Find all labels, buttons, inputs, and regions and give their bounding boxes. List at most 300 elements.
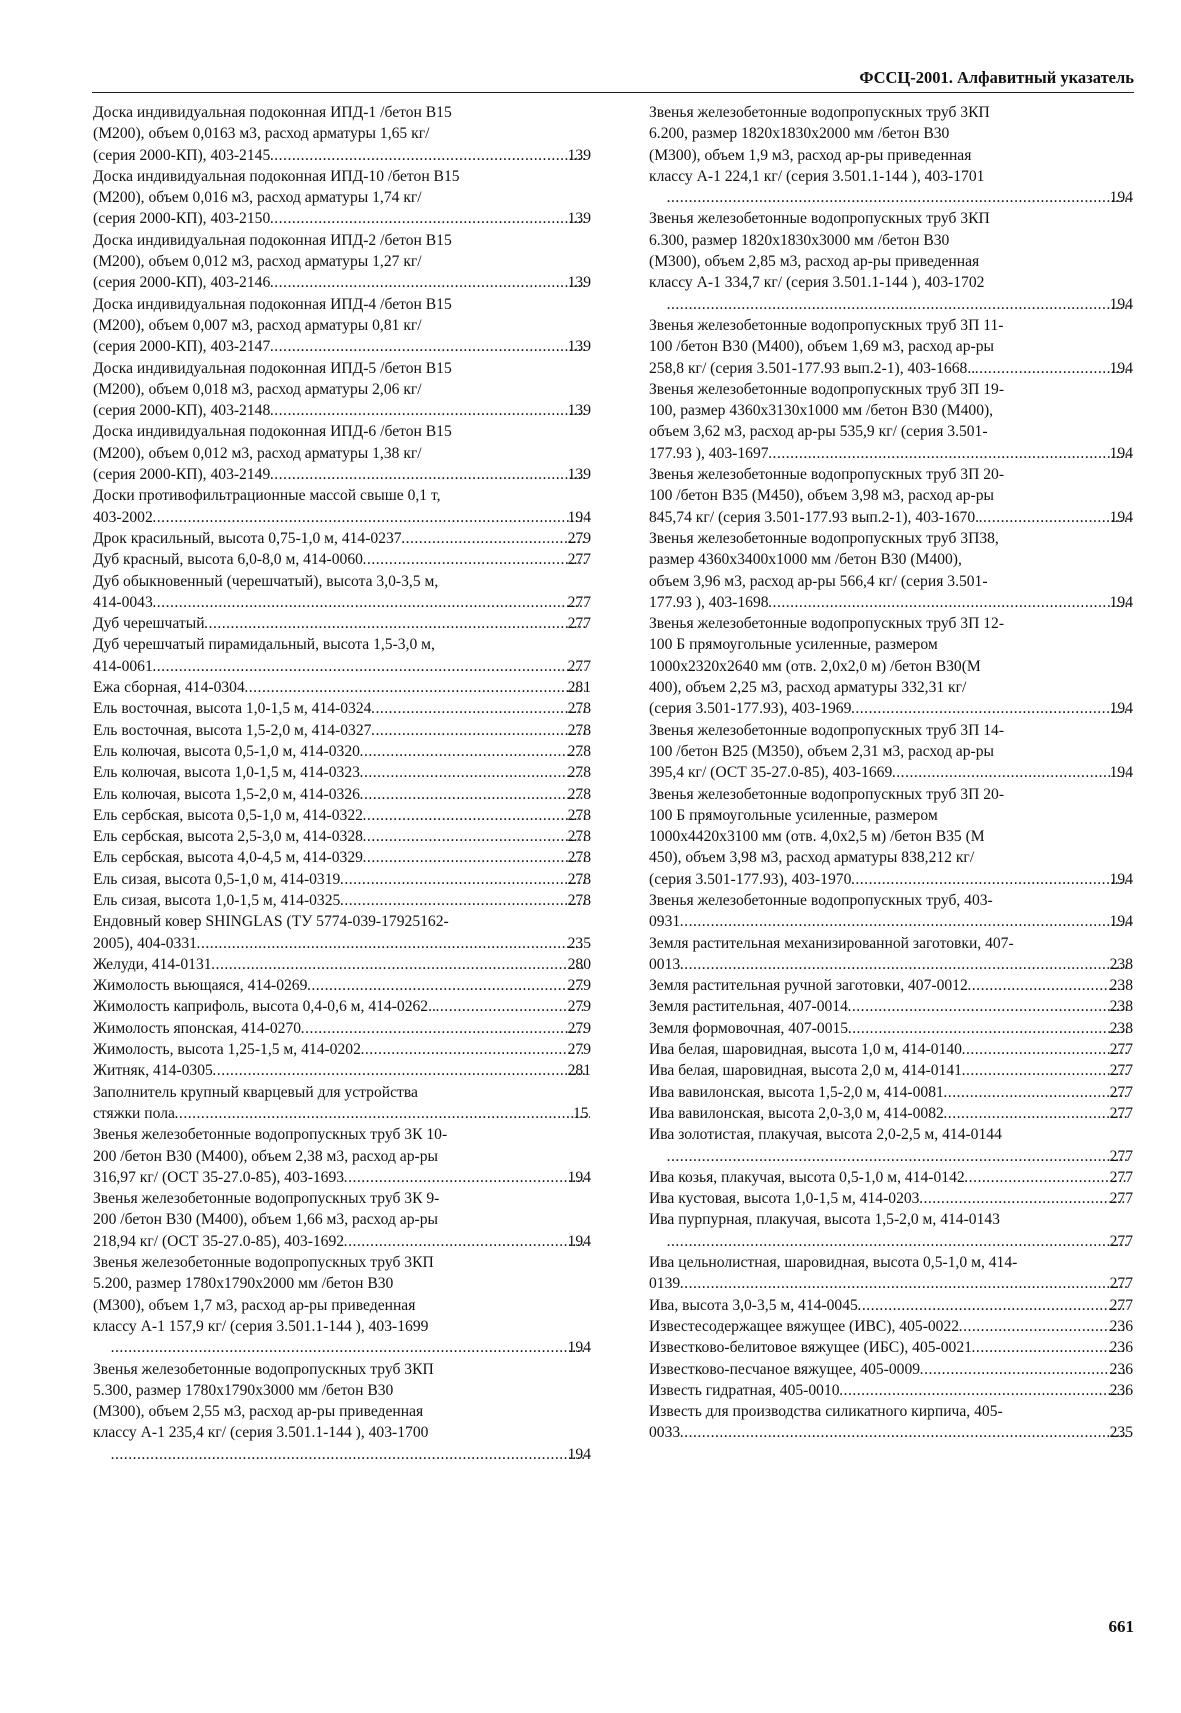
entry-tail-text: Жимолость японская, 414-0270: [93, 1019, 302, 1037]
index-entry: [93, 975, 591, 996]
dot-leaders: [667, 1231, 1127, 1252]
index-entry: [649, 1060, 1133, 1081]
dot-leaders: [919, 1188, 1126, 1209]
entry-tail-text: 316,97 кг/ (ОСТ 35-27.0-85), 403-1693: [93, 1168, 345, 1186]
entry-leader-line: [111, 1444, 591, 1465]
entry-leader-line: [649, 1359, 1133, 1380]
entry-page-ref: 279: [567, 1041, 591, 1059]
entry-leader-line: [649, 869, 1133, 890]
entry-text-line: 200 /бетон В30 (М400), объем 1,66 м3, расход ар-ры: [93, 1211, 438, 1229]
index-entry: [649, 1103, 1133, 1124]
entry-leader-line: [93, 869, 591, 890]
entry-page-ref: 236: [1109, 1317, 1133, 1335]
entry-tail-text: Ива козья, плакучая, высота 0,5-1,0 м, 414-0142: [649, 1168, 965, 1186]
entry-text-line: Ива золотистая, плакучая, высота 2,0-2,5 м, 414-0144: [649, 1126, 1002, 1144]
entry-page-ref: 278: [567, 849, 591, 867]
dot-leaders: [858, 1295, 1127, 1316]
entry-leader-line: [111, 1337, 591, 1358]
entry-page-ref: 194: [1109, 913, 1133, 931]
entry-page-ref: 139: [567, 146, 591, 164]
index-entry: [649, 1252, 1133, 1295]
entry-leader-line: [93, 656, 591, 677]
entry-text-line: классу А-1 157,9 кг/ (серия 3.501.1-144 ), 403-1699: [93, 1317, 429, 1335]
dot-leaders: [848, 996, 1127, 1017]
entry-tail-text: (серия 2000-КП), 403-2147: [93, 338, 271, 356]
entry-text-line: 6.200, размер 1820х1830х2000 мм /бетон В30: [649, 125, 950, 143]
entry-text-line: Звенья железобетонные водопропускных труб 3К 9-: [93, 1190, 440, 1208]
index-entry: [649, 1316, 1133, 1337]
entry-page-ref: 277: [1109, 1232, 1133, 1250]
dot-leaders: [307, 975, 584, 996]
entry-tail-text: Желуди, 414-0131: [93, 955, 212, 973]
entry-page-ref: 236: [1109, 1339, 1133, 1357]
index-entry: [93, 634, 591, 677]
entry-tail-text: (серия 2000-КП), 403-2149: [93, 466, 271, 484]
dot-leaders: [111, 1337, 585, 1358]
entry-tail-text: Земля растительная, 407-0014: [649, 998, 848, 1016]
entry-page-ref: 194: [567, 1445, 591, 1463]
entry-page-ref: 194: [567, 1339, 591, 1357]
entry-text-line: Звенья железобетонные водопропускных труб 3К 10-: [93, 1126, 448, 1144]
entry-leader-line: [93, 1167, 591, 1188]
entry-leader-line: [649, 1295, 1133, 1316]
entry-text-line: Дуб черешчатый пирамидальный, высота 1,5-3,0 м,: [93, 636, 435, 654]
entry-tail-text: Дуб красный, высота 6,0-8,0 м, 414-0060: [93, 551, 363, 569]
entry-tail-text: (серия 2000-КП), 403-2150: [93, 210, 271, 228]
entry-page-ref: 277: [1109, 1062, 1133, 1080]
dot-leaders: [301, 1018, 585, 1039]
entry-tail-text: Ель сизая, высота 0,5-1,0 м, 414-0319: [93, 870, 341, 888]
entry-text-line: 200 /бетон В30 (М400), объем 2,38 м3, расход ар-ры: [93, 1147, 438, 1165]
entry-text-line: (М200), объем 0,007 м3, расход арматуры 0,81 кг/: [93, 316, 422, 334]
entry-page-ref: 277: [1109, 1275, 1133, 1293]
entry-text-line: Ендовный ковер SHINGLAS (ТУ 5774-039-17925162-: [93, 913, 449, 931]
dot-leaders: [153, 507, 585, 528]
index-entry: [649, 1209, 1133, 1252]
entry-text-line: Заполнитель крупный кварцевый для устройства: [93, 1083, 418, 1101]
entry-leader-line: [667, 294, 1133, 315]
entry-text-line: классу А-1 235,4 кг/ (серия 3.501.1-144 ), 403-1700: [93, 1424, 429, 1442]
index-entry: [649, 1124, 1133, 1167]
dot-leaders: [436, 996, 585, 1017]
dot-leaders: [344, 1231, 585, 1252]
entry-page-ref: 139: [567, 338, 591, 356]
entry-tail-text: Ель колючая, высота 0,5-1,0 м, 414-0320: [93, 742, 360, 760]
entry-leader-line: [649, 1422, 1133, 1443]
index-entry: [649, 1167, 1133, 1188]
entry-page-ref: 279: [567, 998, 591, 1016]
entry-text-line: 100, размер 4360х3130х1000 мм /бетон В30 (М400),: [649, 402, 994, 420]
entry-tail-text: 414-0061: [93, 657, 153, 675]
entry-page-ref: 194: [567, 508, 591, 526]
entry-leader-line: [93, 762, 591, 783]
entry-tail-text: (серия 2000-КП), 403-2145: [93, 146, 271, 164]
dot-leaders: [680, 1422, 1126, 1443]
dot-leaders: [968, 975, 1127, 996]
index-entry: [93, 911, 591, 954]
entry-leader-line: [93, 1231, 591, 1252]
index-entry: [93, 762, 591, 783]
entry-tail-text: Жимолость, высота 1,25-1,5 м, 414-0202: [93, 1041, 361, 1059]
index-entry: [93, 613, 591, 634]
entry-page-ref: 194: [1109, 295, 1133, 313]
index-entry: [93, 571, 591, 614]
dot-leaders: [667, 187, 1127, 208]
entry-tail-text: Ива белая, шаровидная, высота 1,0 м, 414-0140: [649, 1041, 962, 1059]
entry-page-ref: 235: [567, 934, 591, 952]
dot-leaders: [371, 698, 584, 719]
dot-leaders: [965, 1167, 1127, 1188]
entry-text-line: Доска индивидуальная подоконная ИПД-4 /бетон В15: [93, 295, 452, 313]
entry-text-line: 450), объем 3,98 м3, расход арматуры 838,212 кг/: [649, 849, 975, 867]
entry-leader-line: [93, 507, 591, 528]
entry-tail-text: Дуб черешчатый: [93, 615, 205, 633]
entry-tail-text: Ель сербская, высота 4,0-4,5 м, 414-0329: [93, 849, 363, 867]
entry-tail-text: Ель сизая, высота 1,0-1,5 м, 414-0325: [93, 891, 341, 909]
entry-page-ref: 278: [567, 806, 591, 824]
dot-leaders: [848, 1018, 1127, 1039]
entry-tail-text: Ель сербская, высота 0,5-1,0 м, 414-0322: [93, 806, 363, 824]
entry-leader-line: [93, 145, 591, 166]
entry-text-line: классу А-1 334,7 кг/ (серия 3.501.1-144 ), 403-1702: [649, 274, 985, 292]
entry-leader-line: [649, 996, 1133, 1017]
entry-text-line: (М200), объем 0,016 м3, расход арматуры 1,74 кг/: [93, 189, 422, 207]
entry-page-ref: 194: [1109, 764, 1133, 782]
dot-leaders: [840, 1380, 1127, 1401]
index-entry: [93, 847, 591, 868]
entry-tail-text: 177.93 ), 403-1698: [649, 593, 769, 611]
index-entry: [93, 826, 591, 847]
entry-text-line: (М300), объем 1,9 м3, расход ар-ры приведенная: [649, 146, 972, 164]
index-entry: [93, 528, 591, 549]
entry-tail-text: 0931: [649, 913, 681, 931]
dot-leaders: [975, 358, 1126, 379]
entry-text-line: объем 3,96 м3, расход ар-ры 566,4 кг/ (серия 3.501-: [649, 572, 988, 590]
entry-page-ref: 278: [567, 828, 591, 846]
index-entry: [649, 784, 1133, 890]
entry-tail-text: Земля формовочная, 407-0015: [649, 1019, 849, 1037]
index-entry: [93, 1039, 591, 1060]
index-entry: [649, 1337, 1133, 1358]
entry-text-line: 100 Б прямоугольные усиленные, размером: [649, 636, 938, 654]
entry-leader-line: [649, 507, 1133, 528]
index-entry: [649, 464, 1133, 528]
entry-leader-line: [649, 443, 1133, 464]
entry-text-line: Доска индивидуальная подоконная ИПД-6 /бетон В15: [93, 423, 452, 441]
dot-leaders: [851, 869, 1126, 890]
dot-leaders: [360, 784, 585, 805]
index-entry: [93, 294, 591, 358]
entry-page-ref: 277: [1109, 1296, 1133, 1314]
entry-text-line: Звенья железобетонные водопропускных труб 3П 11-: [649, 316, 1004, 334]
entry-text-line: объем 3,62 м3, расход ар-ры 535,9 кг/ (серия 3.501-: [649, 423, 988, 441]
dot-leaders: [340, 869, 584, 890]
entry-tail-text: (серия 2000-КП), 403-2146: [93, 274, 271, 292]
entry-tail-text: Житняк, 414-0305: [93, 1062, 213, 1080]
index-entry: [93, 1060, 591, 1081]
dot-leaders: [944, 1103, 1127, 1124]
entry-text-line: Известь для производства силикатного кирпича, 405-: [649, 1403, 1003, 1421]
entry-page-ref: 277: [1109, 1083, 1133, 1101]
index-entry: [649, 528, 1133, 613]
dot-leaders: [245, 677, 585, 698]
entry-text-line: Звенья железобетонные водопропускных труб 3КП: [649, 210, 990, 228]
dot-leaders: [962, 1039, 1127, 1060]
index-entry: [93, 1252, 591, 1358]
entry-tail-text: Ива, высота 3,0-3,5 м, 414-0045: [649, 1296, 858, 1314]
entry-tail-text: Жимолость каприфоль, высота 0,4-0,6 м, 414-0262..: [93, 998, 436, 1016]
dot-leaders: [270, 208, 584, 229]
entry-leader-line: [93, 996, 591, 1017]
entry-text-line: Звенья железобетонные водопропускных труб 3П 20-: [649, 466, 1005, 484]
dot-leaders: [360, 741, 585, 762]
entry-page-ref: 139: [567, 402, 591, 420]
entry-leader-line: [93, 677, 591, 698]
dot-leaders: [363, 805, 585, 826]
index-entry: [93, 1124, 591, 1188]
entry-page-ref: 139: [567, 466, 591, 484]
entry-leader-line: [649, 698, 1133, 719]
entry-page-ref: 281: [567, 1062, 591, 1080]
entry-text-line: Звенья железобетонные водопропускных труб 3П 20-: [649, 785, 1005, 803]
entry-text-line: Доска индивидуальная подоконная ИПД-1 /бетон В15: [93, 104, 452, 121]
entry-leader-line: [93, 698, 591, 719]
entry-text-line: (М200), объем 0,012 м3, расход арматуры 1,27 кг/: [93, 253, 422, 271]
entry-leader-line: [93, 1060, 591, 1081]
right-column: [649, 102, 1133, 1444]
entry-page-ref: 278: [567, 742, 591, 760]
entry-leader-line: [649, 1039, 1133, 1060]
dot-leaders: [197, 933, 585, 954]
entry-tail-text: Ива белая, шаровидная, высота 2,0 м, 414-0141: [649, 1062, 962, 1080]
dot-leaders: [962, 1060, 1127, 1081]
entry-page-ref: 194: [1109, 508, 1133, 526]
index-entry: [93, 698, 591, 719]
index-entry: [649, 1188, 1133, 1209]
index-entry: [93, 890, 591, 911]
entry-page-ref: 194: [567, 1168, 591, 1186]
entry-text-line: 100 /бетон В30 (М400), объем 1,69 м3, расход ар-ры: [649, 338, 994, 356]
entry-tail-text: 218,94 кг/ (ОСТ 35-27.0-85), 403-1692: [93, 1232, 345, 1250]
entry-text-line: 6.300, размер 1820х1830х3000 мм /бетон В30: [649, 231, 950, 249]
entry-text-line: Звенья железобетонные водопропускных труб 3КП: [93, 1254, 434, 1272]
entry-page-ref: 277: [1109, 1104, 1133, 1122]
entry-tail-text: (серия 2000-КП), 403-2148: [93, 402, 271, 420]
entry-page-ref: 139: [567, 210, 591, 228]
entry-page-ref: 277: [567, 657, 591, 675]
entry-tail-text: Известь гидратная, 405-0010: [649, 1381, 840, 1399]
entry-page-ref: 277: [1109, 1041, 1133, 1059]
entry-leader-line: [93, 1018, 591, 1039]
entry-leader-line: [93, 805, 591, 826]
entry-text-line: 1000х4420х3100 мм (отв. 4,0х2,5 м) /бетон В35 (М: [649, 828, 985, 846]
entry-text-line: Ива цельнолистная, шаровидная, высота 0,5-1,0 м, 414-: [649, 1254, 1018, 1272]
index-entry: [649, 1359, 1133, 1380]
entry-leader-line: [93, 208, 591, 229]
entry-leader-line: [93, 272, 591, 293]
entry-page-ref: 235: [1109, 1424, 1133, 1442]
entry-page-ref: 278: [567, 764, 591, 782]
dot-leaders: [371, 720, 584, 741]
entry-page-ref: 194: [1109, 870, 1133, 888]
entry-page-ref: 279: [567, 529, 591, 547]
entry-page-ref: 277: [567, 615, 591, 633]
index-entry: [649, 613, 1133, 719]
entry-page-ref: 194: [567, 1232, 591, 1250]
entry-tail-text: 845,74 кг/ (серия 3.501-177.93 вып.2-1), 403-1670.: [649, 508, 980, 526]
entry-tail-text: Ежа сборная, 414-0304: [93, 679, 245, 697]
entry-text-line: (М300), объем 1,7 м3, расход ар-ры приведенная: [93, 1296, 416, 1314]
entry-leader-line: [93, 741, 591, 762]
entry-leader-line: [649, 954, 1133, 975]
dot-leaders: [270, 145, 584, 166]
entry-tail-text: Дрок красильный, высота 0,75-1,0 м, 414-0237: [93, 529, 402, 547]
entry-text-line: (М200), объем 0,0163 м3, расход арматуры 1,65 кг/: [93, 125, 430, 143]
entry-text-line: Звенья железобетонные водопропускных труб 3КП: [93, 1360, 434, 1378]
dot-leaders: [363, 847, 585, 868]
dot-leaders: [153, 656, 585, 677]
dot-leaders: [344, 1167, 585, 1188]
entry-leader-line: [93, 464, 591, 485]
entry-text-line: Звенья железобетонные водопропускных труб 3П 14-: [649, 721, 1005, 739]
dot-leaders: [212, 954, 585, 975]
index-entry: [649, 315, 1133, 379]
entry-page-ref: 277: [1109, 1190, 1133, 1208]
entry-leader-line: [93, 549, 591, 570]
entry-leader-line: [93, 400, 591, 421]
dot-leaders: [270, 464, 584, 485]
entry-leader-line: [649, 1337, 1133, 1358]
entry-text-line: 400), объем 2,25 м3, расход арматуры 332,31 кг/: [649, 679, 967, 697]
dot-leaders: [363, 549, 585, 570]
dot-leaders: [769, 443, 1127, 464]
entry-text-line: Доска индивидуальная подоконная ИПД-10 /бетон В15: [93, 167, 460, 185]
entry-text-line: размер 4360х3400х1000 мм /бетон В30 (М400),: [649, 551, 962, 569]
entry-leader-line: [649, 762, 1133, 783]
index-entry: [649, 1039, 1133, 1060]
dot-leaders: [851, 698, 1126, 719]
entry-tail-text: 258,8 кг/ (серия 3.501-177.93 вып.2-1), 403-1668..: [649, 359, 976, 377]
index-entry: [649, 975, 1133, 996]
entry-page-ref: 277: [1109, 1168, 1133, 1186]
entry-leader-line: [649, 1167, 1133, 1188]
entry-tail-text: Ель колючая, высота 1,0-1,5 м, 414-0323: [93, 764, 360, 782]
entry-leader-line: [93, 336, 591, 357]
index-entry: [93, 954, 591, 975]
index-entry: [93, 1018, 591, 1039]
index-entry: [93, 358, 591, 422]
index-entry: [93, 166, 591, 230]
entry-text-line: Дуб обыкновенный (черешчатый), высота 3,0-3,5 м,: [93, 572, 439, 590]
entry-page-ref: 238: [1109, 1019, 1133, 1037]
entry-text-line: 100 /бетон В25 (М350), объем 2,31 м3, расход ар-ры: [649, 742, 994, 760]
page-header: [92, 68, 1134, 93]
dot-leaders: [153, 592, 585, 613]
entry-tail-text: Ель восточная, высота 1,0-1,5 м, 414-0324: [93, 700, 372, 718]
entry-text-line: (М300), объем 2,85 м3, расход ар-ры приведенная: [649, 253, 980, 271]
entry-leader-line: [649, 975, 1133, 996]
entry-text-line: Доски противофильтрационные массой свыше 0,1 т,: [93, 487, 441, 505]
entry-page-ref: 278: [567, 891, 591, 909]
entry-leader-line: [649, 1188, 1133, 1209]
entry-tail-text: (серия 3.501-177.93), 403-1970: [649, 870, 852, 888]
entry-text-line: Доска индивидуальная подоконная ИПД-5 /бетон В15: [93, 359, 452, 377]
entry-leader-line: [649, 1103, 1133, 1124]
entry-leader-line: [93, 613, 591, 634]
entry-text-line: 100 /бетон В35 (М450), объем 3,98 м3, расход ар-ры: [649, 487, 994, 505]
entry-leader-line: [649, 1060, 1133, 1081]
entry-leader-line: [93, 528, 591, 549]
entry-tail-text: 0013: [649, 955, 681, 973]
entry-text-line: (М300), объем 2,55 м3, расход ар-ры приведенная: [93, 1403, 424, 1421]
index-entry: [93, 1082, 591, 1125]
page-number: 661: [1108, 1617, 1134, 1636]
entry-leader-line: [93, 720, 591, 741]
index-entry: [649, 1018, 1133, 1039]
entry-page-ref: 278: [567, 721, 591, 739]
entry-leader-line: [93, 847, 591, 868]
entry-page-ref: 238: [1109, 955, 1133, 973]
dot-leaders: [360, 762, 585, 783]
entry-page-ref: 277: [567, 593, 591, 611]
entry-page-ref: 279: [567, 977, 591, 995]
entry-text-line: Звенья железобетонные водопропускных труб 3П 12-: [649, 615, 1005, 633]
index-entry: [93, 741, 591, 762]
entry-tail-text: стяжки пола: [93, 1104, 175, 1122]
index-entry: [93, 720, 591, 741]
dot-leaders: [769, 592, 1127, 613]
index-entry: [93, 677, 591, 698]
dot-leaders: [340, 890, 584, 911]
entry-text-line: Ива пурпурная, плакучая, высота 1,5-2,0 м, 414-0143: [649, 1211, 1000, 1229]
entry-page-ref: 194: [1109, 593, 1133, 611]
entry-tail-text: 395,4 кг/ (ОСТ 35-27.0-85), 403-1669: [649, 764, 893, 782]
entry-page-ref: 194: [1109, 189, 1133, 207]
entry-text-line: 5.300, размер 1780х1790х3000 мм /бетон В30: [93, 1381, 394, 1399]
entry-tail-text: 414-0043: [93, 593, 153, 611]
entry-leader-line: [93, 890, 591, 911]
dot-leaders: [213, 1060, 585, 1081]
entry-tail-text: 2005), 404-0331: [93, 934, 197, 952]
index-entry: [93, 869, 591, 890]
entry-text-line: Звенья железобетонные водопропускных труб 3П38,: [649, 529, 999, 547]
entry-tail-text: Ель сербская, высота 2,5-3,0 м, 414-0328: [93, 828, 363, 846]
entry-leader-line: [649, 358, 1133, 379]
dot-leaders: [680, 911, 1126, 932]
entry-leader-line: [93, 1103, 591, 1124]
entry-text-line: Звенья железобетонные водопропускных труб 3П 19-: [649, 380, 1005, 398]
entry-leader-line: [93, 954, 591, 975]
dot-leaders: [361, 1039, 585, 1060]
dot-leaders: [175, 1103, 590, 1124]
dot-leaders: [205, 613, 585, 634]
entry-page-ref: 15: [573, 1104, 589, 1122]
entry-tail-text: Ива вавилонская, высота 2,0-3,0 м, 414-0082: [649, 1104, 944, 1122]
dot-leaders: [667, 294, 1127, 315]
entry-text-line: Звенья железобетонные водопропускных труб, 403-: [649, 891, 993, 909]
entry-text-line: классу А-1 224,1 кг/ (серия 3.501.1-144 ), 403-1701: [649, 167, 985, 185]
entry-leader-line: [93, 826, 591, 847]
entry-page-ref: 236: [1109, 1360, 1133, 1378]
entry-leader-line: [649, 592, 1133, 613]
dot-leaders: [363, 826, 585, 847]
entry-text-line: 5.200, размер 1780х1790х2000 мм /бетон В30: [93, 1275, 394, 1293]
entry-page-ref: 278: [567, 785, 591, 803]
entry-leader-line: [667, 1231, 1133, 1252]
dot-leaders: [979, 507, 1127, 528]
index-entry: [93, 1359, 591, 1465]
index-entry: [93, 102, 591, 166]
